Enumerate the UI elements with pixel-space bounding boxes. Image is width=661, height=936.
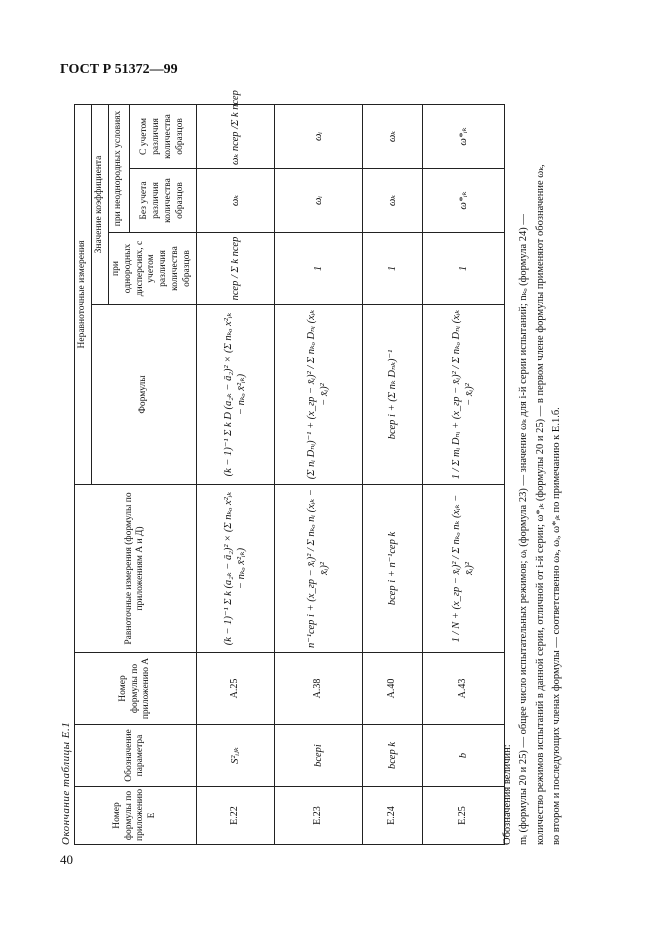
- head-equal: Равноточные измерения (формулы по приложениям А и Д): [75, 485, 197, 653]
- cell-formula: [362, 305, 422, 485]
- table-row: [274, 104, 362, 844]
- cell-appendix-no: А.38: [274, 653, 362, 725]
- cell-param: bсерi: [274, 725, 362, 787]
- table-row: [362, 104, 422, 844]
- cell-coef-s: ω*ᵢₖ: [422, 104, 504, 168]
- table-caption: Окончание таблицы Е.1: [60, 721, 72, 845]
- cell-param: bсер k: [362, 725, 422, 787]
- cell-param: b: [422, 725, 504, 787]
- formula-text: bсер i + n⁻¹сер k: [386, 531, 398, 606]
- cell-coef-odnor: nсер / Σ k nсер: [196, 233, 274, 305]
- cell-no: Е.25: [422, 787, 504, 845]
- formula-text: (Σ nᵢ Dₙᵢ)⁻¹ + (x_гр − x̄ᵢ)² / Σ nₖₒ Dₙᵢ (xᵢₖ − x̄ᵢ)²: [306, 309, 331, 480]
- notes-line: во втором и последующих членах формулы — соответственно ωₖ, ωᵢ, ω*ᵢₖ по примечанию к Е.1.б.: [550, 407, 562, 845]
- page-number: 40: [60, 852, 73, 867]
- head-unequal: Неравноточные измерения: [75, 104, 92, 484]
- cell-coef-bez: ωᵢ: [274, 169, 362, 233]
- notes: [500, 105, 565, 845]
- cell-no: Е.22: [196, 787, 274, 845]
- table-row: [422, 104, 504, 844]
- head-param: Обозначение параметра: [75, 725, 197, 787]
- cell-equal-formula: [274, 485, 362, 653]
- cell-coef-odnor: 1: [362, 233, 422, 305]
- cell-appendix-no: А.25: [196, 653, 274, 725]
- head-formula-no: Номер формулы по приложению Е: [75, 787, 197, 845]
- document-header: ГОСТ Р 51372—99: [60, 62, 178, 77]
- formula-text: 1 / Σ mᵢ Dₙᵢ + (x_гр − x̄ᵢ)² / Σ nₖₒ Dₙᵢ (xᵢₖ − x̄ᵢ)²: [451, 309, 476, 480]
- table-row: [196, 104, 274, 844]
- cell-no: Е.24: [362, 787, 422, 845]
- cell-equal-formula: [362, 485, 422, 653]
- cell-coef-odnor: 1: [422, 233, 504, 305]
- cell-coef-s: ωₖ nсер /Σ k nсер: [196, 104, 274, 168]
- cell-appendix-no: А.43: [422, 653, 504, 725]
- cell-formula: [196, 305, 274, 485]
- formula-text: 1 / N + (x_гр − x̄ᵢ)² / Σ nₖₒ nₖ (xᵢₖ − x̄ᵢ)²: [451, 494, 476, 643]
- formula-text: (k − 1)⁻¹ Σ k D (a₂ₖ − ā₂)² × (Σ nₖₒ x²ᵢₖ − nₖₒ x̄²ᵢₖ): [223, 312, 248, 477]
- head-bez: Без учета различия количества образцов: [130, 169, 197, 233]
- notes-title: Обозначения величин:: [502, 744, 513, 845]
- cell-coef-odnor: 1: [274, 233, 362, 305]
- head-neodnor: при неоднородных условиях: [108, 104, 129, 232]
- head-appendix-no: Номер формулы по приложению А: [75, 653, 197, 725]
- notes-line: количество режимов испытаний в данной серии, отличной от i-й серии; ω*ᵢₖ (формулы 20 и 25) — в первом члене формулы применяют обозначение ωₖ,: [534, 164, 546, 845]
- cell-coef-bez: ωₖ: [196, 169, 274, 233]
- cell-equal-formula: [422, 485, 504, 653]
- cell-coef-bez: ω*ᵢₖ: [422, 169, 504, 233]
- cell-no: Е.23: [274, 787, 362, 845]
- formula-table: [74, 90, 505, 845]
- notes-line: mᵢ (формулы 20 и 25) — общее число испытательных режимов; ωᵢ (формула 23) — значение ωₖ для i-й серии испытаний; nₖₒ (формула 24) —: [518, 214, 530, 845]
- cell-appendix-no: А.40: [362, 653, 422, 725]
- cell-coef-bez: ωₖ: [362, 169, 422, 233]
- cell-formula: [274, 305, 362, 485]
- head-formulas: Формулы: [91, 305, 196, 485]
- formula-text: bсер i + (Σ nₖ Dₙₖ)⁻¹: [386, 349, 398, 440]
- cell-equal-formula: [196, 485, 274, 653]
- cell-param: S²ᵢⱼₖ: [196, 725, 274, 787]
- cell-coef-s: ωₖ: [362, 104, 422, 168]
- formula-text: (k − 1)⁻¹ Σ k (a₂ₖ − ā₂)² × (Σ nₖₒ x²ᵢₖ − nₖₒ x̄²ᵢₖ): [223, 491, 248, 646]
- head-odnor: при однородных дисперсиях, с учетом различия количества образцов: [108, 233, 196, 305]
- rotated-table-area: [60, 90, 605, 845]
- cell-formula: [422, 305, 504, 485]
- cell-coef-s: ωᵢ: [274, 104, 362, 168]
- head-coef: Значение коэффициента: [91, 104, 108, 304]
- head-s: С учетом различия количества образцов: [130, 104, 197, 168]
- formula-text: n⁻¹сер i + (x_гр − x̄ᵢ)² / Σ nₖₒ nᵢ (xᵢₖ − x̄ᵢ)²: [306, 489, 331, 648]
